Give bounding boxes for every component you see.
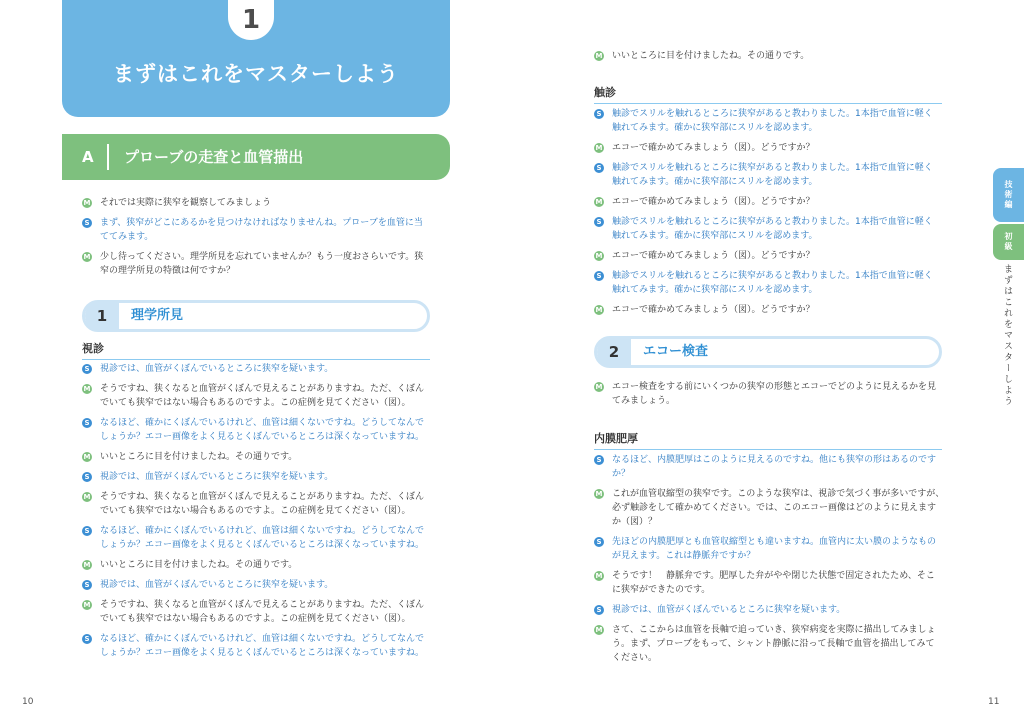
- dialogue-line: [594, 603, 946, 617]
- section-a-title: プローブの走査と血管描出: [124, 148, 304, 166]
- side-chapter-title: まずはこれをマスターしよう: [1002, 264, 1012, 407]
- mentor-badge-icon: M: [83, 601, 91, 609]
- student-badge-icon: S: [82, 634, 92, 644]
- dialogue-text: これが血管収縮型の狭窄です。このような狭窄は、視診で気づく事が多いですが、 必ず触診をして確かめてください。では、このエコー画像はどのように見えます か（図）？: [612, 489, 945, 527]
- mentor-badge-icon: M: [595, 198, 603, 206]
- student-badge-icon: S: [82, 472, 92, 482]
- dialogue-text: そうですね、狭くなると血管がくぼんで見えることがありますね。ただ、くぼん でいても狭窄ではない場合もあるのですよ。この症例を見てください（図）。: [100, 600, 425, 624]
- dialogue-text: なるほど、内膜肥厚はこのように見えるのですね。他にも狭窄の形はあるのです か？: [612, 455, 937, 479]
- dialogue-line: [82, 632, 434, 660]
- dialogue-text: そうですね、狭くなると血管がくぼんで見えることがありますね。ただ、くぼん でいても狭窄ではない場合もあるのですよ。この症例を見てください（図）。: [100, 384, 425, 408]
- subsection-2-pill: [594, 336, 942, 368]
- dialogue-line: [594, 380, 946, 408]
- dialogue-line: [594, 623, 946, 665]
- dialogue-text: いいところに目を付けましたね。その通りです。: [100, 560, 298, 570]
- dialogue-text: 触診でスリルを触れるところに狭窄があると教わりました。1本指で血管に軽く 触れてみます。確かに狭窄部にスリルを認めます。: [612, 109, 933, 133]
- dialogue-text: エコーで確かめてみましょう（図）。どうですか？: [612, 251, 815, 261]
- dialogue-text: エコーで確かめてみましょう（図）。どうですか？: [612, 197, 815, 207]
- shokushin-heading: 触診: [594, 84, 942, 104]
- chapter-number: 1: [228, 0, 274, 40]
- dialogue-text: エコーで確かめてみましょう（図）。どうですか？: [612, 305, 815, 315]
- dialogue-line: [82, 598, 434, 626]
- student-badge-icon: S: [82, 580, 92, 590]
- page-number-right: 11: [988, 697, 1000, 707]
- dialogue-text: 視診では、血管がくぼんでいるところに狭窄を疑います。: [612, 605, 846, 615]
- dialogue-text: 先ほどの内膜肥厚とも血管収縮型とも違いますね。血管内に太い膜のようなもの が見えます。これは静脈弁ですか？: [612, 537, 937, 561]
- mentor-badge-icon: M: [595, 306, 603, 314]
- student-badge-icon: S: [594, 163, 604, 173]
- side-tab-beginner[interactable]: 初級: [993, 224, 1024, 260]
- student-badge-icon: S: [594, 455, 604, 465]
- subsection-1-title: 理学所見: [131, 308, 184, 323]
- mentor-badge-icon: M: [83, 453, 91, 461]
- dialogue-text: 視診では、血管がくぼんでいるところに狭窄を疑います。: [100, 580, 334, 590]
- dialogue-text: いいところに目を付けましたね。その通りです。: [100, 452, 298, 462]
- dialogue-text: 触診でスリルを触れるところに狭窄があると教わりました。1本指で血管に軽く 触れてみます。確かに狭窄部にスリルを認めます。: [612, 163, 933, 187]
- dialogue-text: なるほど、確かにくぼんでいるけれど、血管は細くないですね。どうしてなんで しょうか？エコー画像をよく見るとくぼんでいるところは深くなっていますね。: [100, 526, 425, 550]
- dialogue-line: [594, 249, 946, 263]
- dialogue-line: [82, 558, 434, 572]
- dialogue-line: [82, 382, 434, 410]
- dialogue-text: なるほど、確かにくぼんでいるけれど、血管は細くないですね。どうしてなんで しょうか？エコー画像をよく見るとくぼんでいるところは深くなっていますね。: [100, 418, 425, 442]
- mentor-badge-icon: M: [83, 561, 91, 569]
- dialogue-text: そうです！ 静脈弁です。肥厚した弁がやや閉じた状態で固定されたため、そこ に狭窄ができたのです。: [612, 571, 935, 595]
- dialogue-line: [594, 303, 946, 317]
- student-badge-icon: S: [594, 537, 604, 547]
- dialogue-line: [594, 569, 946, 597]
- mentor-badge-icon: M: [83, 493, 91, 501]
- student-badge-icon: S: [82, 418, 92, 428]
- student-badge-icon: S: [82, 526, 92, 536]
- dialogue-text: いいところに目を付けましたね。その通りです。: [612, 51, 810, 61]
- section-a-divider: [107, 144, 109, 170]
- dialogue-line: [594, 269, 946, 297]
- mentor-badge-icon: M: [595, 490, 603, 498]
- dialogue-line: [594, 141, 946, 155]
- side-tab-technique[interactable]: 技術編: [993, 168, 1024, 222]
- student-badge-icon: S: [82, 364, 92, 374]
- dialogue-line: [82, 216, 434, 244]
- dialogue-line: [82, 362, 434, 376]
- mentor-badge-icon: M: [595, 626, 603, 634]
- page-number-left: 10: [22, 697, 34, 707]
- dialogue-text: それでは実際に狭窄を観察してみましょう: [100, 198, 272, 208]
- dialogue-text: 視診では、血管がくぼんでいるところに狭窄を疑います。: [100, 364, 334, 374]
- mentor-badge-icon: M: [595, 252, 603, 260]
- student-badge-icon: S: [594, 217, 604, 227]
- mentor-badge-icon: M: [83, 199, 91, 207]
- dialogue-line: [594, 195, 946, 209]
- dialogue-text: さて、ここからは血管を長軸で追っていき、狭窄病変を実際に描出してみましょ う。まず、プローブをもって、シャント静脈に沿って長軸で血管を描出してみて ください。: [612, 625, 936, 663]
- dialogue-line: [82, 578, 434, 592]
- right-page: [512, 0, 1024, 722]
- subsection-1-pill: [82, 300, 430, 332]
- dialogue-text: 視診では、血管がくぼんでいるところに狭窄を疑います。: [100, 472, 334, 482]
- mentor-badge-icon: M: [595, 383, 603, 391]
- dialogue-text: そうですね、狭くなると血管がくぼんで見えることがありますね。ただ、くぼん でいても狭窄ではない場合もあるのですよ。この症例を見てください（図）。: [100, 492, 425, 516]
- dialogue-text: なるほど、確かにくぼんでいるけれど、血管は細くないですね。どうしてなんで しょうか？エコー画像をよく見るとくぼんでいるところは深くなっていますね。: [100, 634, 425, 658]
- dialogue-line: [594, 215, 946, 243]
- dialogue-line: [594, 107, 946, 135]
- dialogue-text: 触診でスリルを触れるところに狭窄があると教わりました。1本指で血管に軽く 触れてみます。確かに狭窄部にスリルを認めます。: [612, 271, 933, 295]
- dialogue-line: [594, 535, 946, 563]
- dialogue-line: [82, 490, 434, 518]
- subsection-1-number: 1: [85, 300, 119, 332]
- mentor-badge-icon: M: [595, 52, 603, 60]
- dialogue-line: [82, 416, 434, 444]
- subsection-2-title: エコー検査: [643, 344, 709, 359]
- dialogue-line: [594, 49, 946, 63]
- dialogue-line: [594, 487, 946, 529]
- mentor-badge-icon: M: [595, 572, 603, 580]
- mentor-badge-icon: M: [83, 253, 91, 261]
- section-a-letter: A: [82, 148, 94, 166]
- dialogue-line: [594, 453, 946, 481]
- dialogue-line: [82, 196, 434, 210]
- dialogue-text: 触診でスリルを触れるところに狭窄があると教わりました。1本指で血管に軽く 触れてみます。確かに狭窄部にスリルを認めます。: [612, 217, 933, 241]
- dialogue-line: [594, 161, 946, 189]
- mentor-badge-icon: M: [83, 385, 91, 393]
- section-a-bar: [62, 134, 450, 180]
- subsection-2-number: 2: [597, 336, 631, 368]
- chapter-title: まずはこれをマスターしよう: [113, 62, 399, 86]
- dialogue-line: [82, 250, 434, 278]
- dialogue-line: [82, 524, 434, 552]
- dialogue-text: 少し待ってください。理学所見を忘れていませんか？もう一度おさらいです。狭 窄の理学所見の特徴は何ですか？: [100, 252, 424, 276]
- student-badge-icon: S: [82, 218, 92, 228]
- naimaku-heading: 内膜肥厚: [594, 430, 942, 450]
- student-badge-icon: S: [594, 109, 604, 119]
- student-badge-icon: S: [594, 271, 604, 281]
- dialogue-text: エコー検査をする前にいくつかの狭窄の形態とエコーでどのように見えるかを見 てみましょう。: [612, 382, 937, 406]
- mentor-badge-icon: M: [595, 144, 603, 152]
- dialogue-text: まず、狭窄がどこにあるかを見つけなければなりませんね。プローブを血管に当 ててみます。: [100, 218, 423, 242]
- shishin-heading: 視診: [82, 340, 430, 360]
- student-badge-icon: S: [594, 605, 604, 615]
- dialogue-text: エコーで確かめてみましょう（図）。どうですか？: [612, 143, 815, 153]
- dialogue-line: [82, 470, 434, 484]
- dialogue-line: [82, 450, 434, 464]
